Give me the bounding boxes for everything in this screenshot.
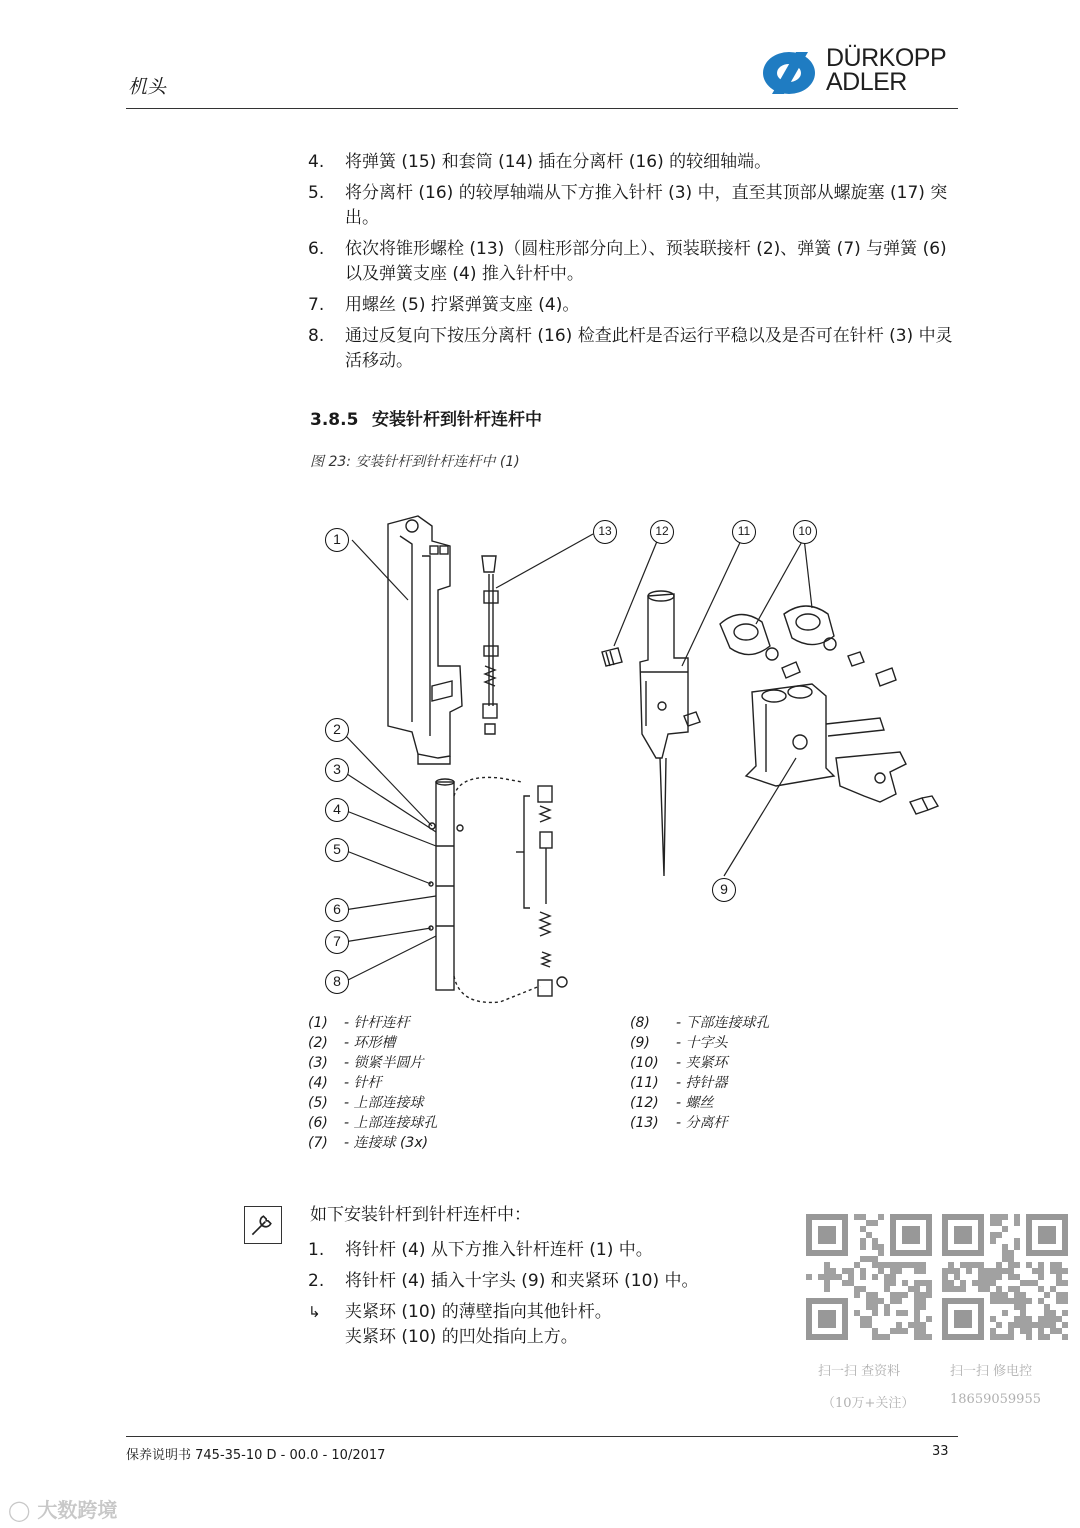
qr-right-phone: 18659059955 xyxy=(950,1392,1041,1407)
figure-caption: 图 23: 安装针杆到针杆连杆中 (1) xyxy=(310,454,520,470)
legend-number: (6) xyxy=(308,1115,328,1131)
legend-text: - 连接球 (3x) xyxy=(344,1135,429,1151)
legend-text: - 环形槽 xyxy=(344,1035,396,1051)
legend-item xyxy=(630,1033,770,1053)
step-number: 2. xyxy=(308,1271,325,1291)
small-parts-group xyxy=(516,786,567,996)
brand-name-line1: DÜRKOPP xyxy=(826,44,947,72)
legend-left-column xyxy=(308,1013,438,1153)
list-item xyxy=(308,181,958,231)
legend-number: (8) xyxy=(630,1015,650,1031)
legend-number: (11) xyxy=(630,1075,659,1091)
legend-text: - 针杆连杆 xyxy=(344,1015,410,1031)
legend-number: (2) xyxy=(308,1035,328,1051)
list-item xyxy=(308,150,958,175)
legend-number: (12) xyxy=(630,1095,659,1111)
legend-text: - 上部连接球 xyxy=(344,1095,424,1111)
qr-left-subcaption: （10万+关注） xyxy=(822,1396,915,1411)
step-number: 4. xyxy=(308,152,325,172)
list-item xyxy=(308,324,958,374)
legend-text: - 锁紧半圆片 xyxy=(344,1055,424,1071)
step-number: 6. xyxy=(308,239,325,259)
wrench-icon xyxy=(244,1206,282,1244)
callout-10: 10 xyxy=(793,520,817,544)
footer-document-id: 保养说明书 745-35-10 D - 00.0 - 10/2017 xyxy=(126,1448,386,1463)
legend-item xyxy=(308,1133,438,1153)
step-text: 将弹簧 (15) 和套筒 (14) 插在分离杆 (16) 的较细轴端。 xyxy=(345,152,772,172)
list-item xyxy=(308,237,958,287)
watermark-label: 大数跨境 xyxy=(37,1498,118,1522)
callout-3: 3 xyxy=(325,758,349,782)
qr-right-caption: 扫一扫 修电控 xyxy=(950,1364,1033,1379)
watermark-text: ◯ 大数跨境 xyxy=(8,1498,118,1522)
legend-item xyxy=(308,1073,438,1093)
step-text: 通过反复向下按压分离杆 (16) 检查此杆是否运行平稳以及是否可在针杆 (3) 中灵活移动。 xyxy=(345,326,953,371)
legend-item xyxy=(308,1113,438,1133)
legend-item xyxy=(630,1113,770,1133)
callout-2: 2 xyxy=(325,718,349,742)
callout-12: 12 xyxy=(650,520,674,544)
callout-11: 11 xyxy=(732,520,756,544)
legend-right-column xyxy=(630,1013,770,1133)
legend-text: - 十字头 xyxy=(676,1035,728,1051)
legend-item xyxy=(630,1093,770,1113)
exploded-parts-drawing xyxy=(300,496,980,1012)
brand-name-line2: ADLER xyxy=(826,68,907,96)
result-line: 夹紧环 (10) 的薄壁指向其他针杆。 xyxy=(345,1302,612,1322)
legend-item xyxy=(308,1053,438,1073)
needle-bar-link-part xyxy=(388,516,462,764)
legend-number: (1) xyxy=(308,1015,328,1031)
legend-text: - 持针器 xyxy=(676,1075,728,1091)
callout-13: 13 xyxy=(593,520,617,544)
brand-mark-icon xyxy=(762,50,820,96)
legend-number: (4) xyxy=(308,1075,328,1091)
legend-number: (7) xyxy=(308,1135,328,1151)
callout-5: 5 xyxy=(325,838,349,862)
legend-item xyxy=(630,1073,770,1093)
screw-part xyxy=(602,648,622,666)
legend-item xyxy=(630,1013,770,1033)
step-text: 将针杆 (4) 从下方推入针杆连杆 (1) 中。 xyxy=(345,1240,653,1260)
footer-page-number: 33 xyxy=(932,1444,949,1459)
separator-rod-part xyxy=(482,556,498,734)
section-heading xyxy=(310,405,542,430)
legend-number: (9) xyxy=(630,1035,650,1051)
step-number: 8. xyxy=(308,326,325,346)
legend-text: - 下部连接球孔 xyxy=(676,1015,770,1031)
qr-code-right xyxy=(942,1214,1068,1340)
header-divider xyxy=(126,108,958,109)
section-title: 安装针杆到针杆连杆中 xyxy=(372,410,542,430)
needle-holder-part xyxy=(640,591,700,876)
legend-number: (3) xyxy=(308,1055,328,1071)
legend-item xyxy=(308,1033,438,1053)
step-text: 依次将锥形螺栓 (13)（圆柱形部分向上）、预装联接杆 (2)、弹簧 (7) 与弹簧 (6) 以及弹簧支座 (4) 推入针杆中。 xyxy=(345,239,947,284)
legend-text: - 分离杆 xyxy=(676,1115,728,1131)
legend-item xyxy=(308,1093,438,1113)
header-section-title: 机头 xyxy=(128,76,167,98)
callout-1: 1 xyxy=(325,528,349,552)
section-number: 3.8.5 xyxy=(310,410,359,430)
qr-code-left xyxy=(806,1214,932,1340)
qr-left-caption: 扫一扫 查资料 xyxy=(818,1364,901,1379)
needle-bar-part xyxy=(429,779,463,990)
leader-lines xyxy=(344,534,812,982)
clamping-ring-parts xyxy=(720,606,896,686)
assembly-steps-list xyxy=(308,150,958,380)
crosshead-part xyxy=(746,684,938,814)
legend-number: (13) xyxy=(630,1115,659,1131)
durkopp-adler-logo xyxy=(762,46,958,102)
callout-7: 7 xyxy=(325,930,349,954)
legend-text: - 针杆 xyxy=(344,1075,382,1091)
legend-number: (10) xyxy=(630,1055,659,1071)
legend-number: (5) xyxy=(308,1095,328,1111)
step-text: 将分离杆 (16) 的较厚轴端从下方推入针杆 (3) 中，直至其顶部从螺旋塞 (17) 突出。 xyxy=(345,183,948,228)
legend-item xyxy=(308,1013,438,1033)
result-arrow-icon: ↳ xyxy=(308,1303,321,1321)
callout-4: 4 xyxy=(325,798,349,822)
legend-text: - 夹紧环 xyxy=(676,1055,728,1071)
legend-item xyxy=(630,1053,770,1073)
result-line: 夹紧环 (10) 的凹处指向上方。 xyxy=(345,1327,578,1347)
step-number: 5. xyxy=(308,183,325,203)
step-text: 用螺丝 (5) 拧紧弹簧支座 (4)。 xyxy=(345,295,580,315)
step-number: 1. xyxy=(308,1240,325,1260)
legend-text: - 螺丝 xyxy=(676,1095,714,1111)
legend-text: - 上部连接球孔 xyxy=(344,1115,438,1131)
step-number: 7. xyxy=(308,295,325,315)
callout-6: 6 xyxy=(325,898,349,922)
callout-9: 9 xyxy=(712,878,736,902)
instructions-intro: 如下安装针杆到针杆连杆中： xyxy=(310,1205,531,1225)
callout-8: 8 xyxy=(325,970,349,994)
list-item xyxy=(308,293,958,318)
footer-divider xyxy=(126,1436,958,1437)
step-text: 将针杆 (4) 插入十字头 (9) 和夹紧环 (10) 中。 xyxy=(345,1271,699,1291)
